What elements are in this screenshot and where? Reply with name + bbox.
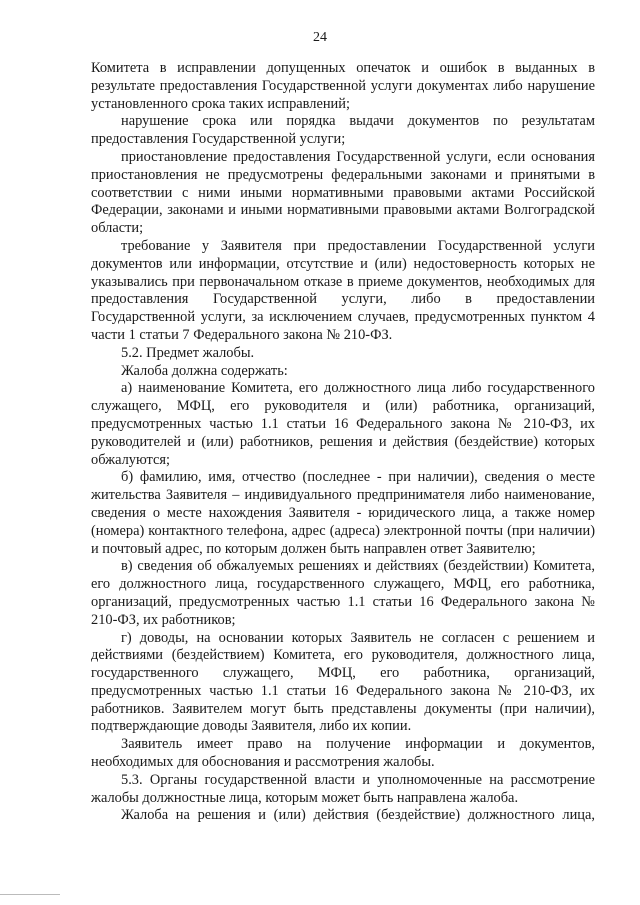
list-item-a: а) наименование Комитета, его должностного лица либо государственного служащего, МФЦ, его руководителя и (или) работника, организаций, предусмотренных частью 1.1 статьи 16 Федерального закона № 210-ФЗ, их руководителей и (или) работников, решения и действия (бездействие) которых обжалуются; — [91, 380, 595, 468]
paragraph-document-requirement: требование у Заявителя при предоставлении Государственной услуги документов или информации, отсутствие и (или) недостоверность которых не указывались при первоначальном отказе в приеме документов, необходимых для предоставления Государственной услуги, либо в предоставлении Государственной услуги, за исключением случаев, предусмотренных пунктом 4 части 1 статьи 7 Федерального закона № 210-ФЗ. — [91, 237, 595, 343]
paragraph-correction-refusal: Комитета в исправлении допущенных опечаток и ошибок в выданных в результате предоставления Государственной услуги документах либо нарушение установленного срока таких исправлений; — [91, 60, 595, 112]
list-item-v: в) сведения об обжалуемых решениях и действиях (бездействии) Комитета, его должностного лица, государственного служащего, МФЦ, его работника, организаций, предусмотренных частью 1.1 статьи 16 Федерального закона № 210-ФЗ, их работников; — [91, 558, 595, 628]
paragraph-suspension: приостановление предоставления Государственной услуги, если основания приостановления не предусмотрены федеральными законами и принятыми в соответствии с ними иными нормативными правовыми актами Российской Федерации, законами и иными нормативными правовыми актами Волгоградской области; — [91, 148, 595, 237]
paragraph-complaint-contents: Жалоба должна содержать: — [121, 362, 288, 379]
paragraph-deadline-violation: нарушение срока или порядка выдачи документов по результатам предоставления Государственной услуги; — [91, 113, 595, 148]
list-item-g: г) доводы, на основании которых Заявитель не согласен с решением и действиями (бездействием) Комитета, его руководителя, должностного лица, государственного служащего, МФЦ, его работника, организаций, предусмотренных частью 1.1 статьи 16 Федерального закона № 210-ФЗ, их работников. Заявителем могут быть представлены документы (при наличии), подтверждающие доводы Заявителя, либо их копии. — [91, 629, 595, 735]
section-heading-5-3: 5.3. Органы государственной власти и уполномоченные на рассмотрение жалобы должностные лица, которым может быть направлена жалоба. — [91, 771, 595, 806]
list-item-b: б) фамилию, имя, отчество (последнее - при наличии), сведения о месте жительства Заявителя – индивидуального предпринимателя либо наименование, сведения о месте нахождения Заявителя - юридического лица, а также номер (номера) контактного телефона, адрес (адреса) электронной почты (при наличии) и почтовый адрес, по которым должен быть направлен ответ Заявителю; — [91, 469, 595, 557]
paragraph-complaint-on-decisions: Жалоба на решения и (или) действия (бездействие) должностного лица, — [121, 807, 595, 824]
paragraph-applicant-rights: Заявитель имеет право на получение информации и документов, необходимых для обоснования и рассмотрения жалобы. — [91, 736, 595, 771]
section-heading-5-2: 5.2. Предмет жалобы. — [121, 344, 255, 361]
footer-line — [0, 894, 60, 895]
document-body — [91, 60, 595, 825]
page-number: 24 — [313, 30, 327, 45]
